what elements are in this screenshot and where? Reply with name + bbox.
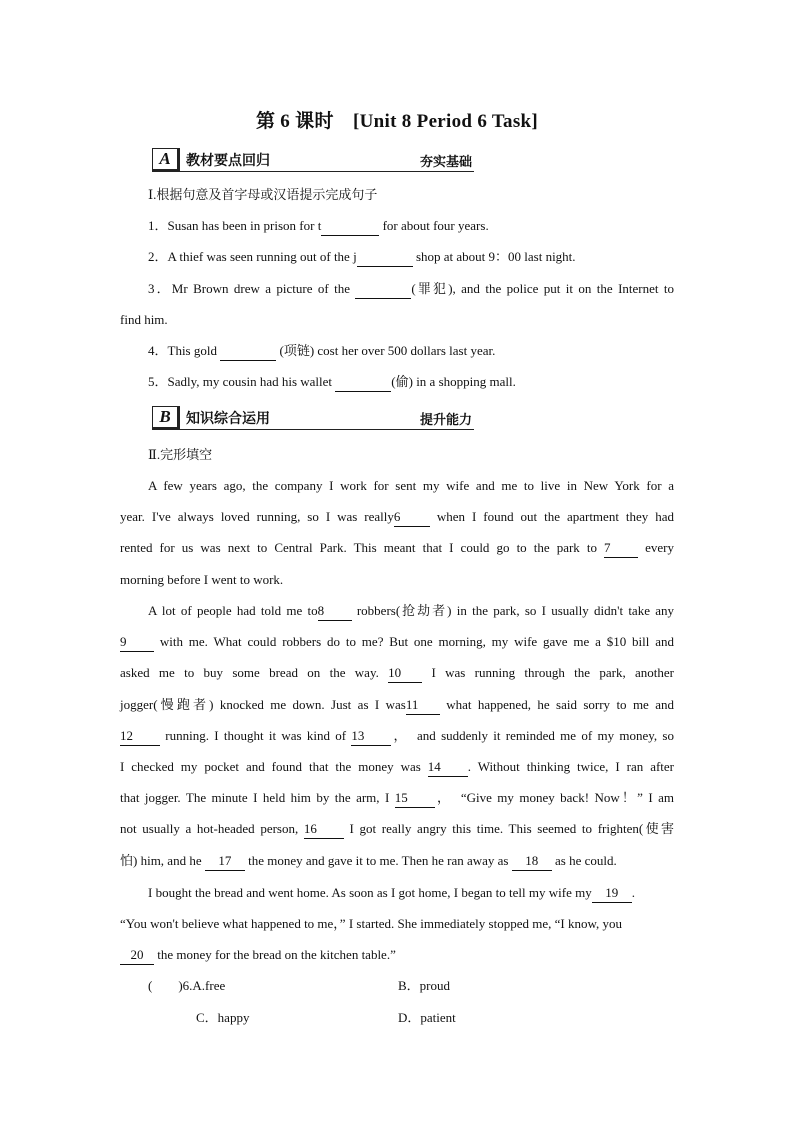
passage-line: jogger(慢跑者) knocked me down. Just as I was11 what happened, he said sorry to me and: [120, 696, 674, 715]
sentence-2: 2．A thief was seen running out of the j shop at about 9：00 last night.: [148, 248, 702, 267]
section-b-tag: 提升能力: [419, 413, 472, 428]
blank-9[interactable]: 9: [120, 633, 154, 652]
section-b-badge: B: [152, 406, 180, 429]
blank[interactable]: [321, 217, 379, 236]
blank-18[interactable]: 18: [512, 852, 552, 871]
question-6: [148, 977, 225, 995]
blank-8[interactable]: 8: [318, 602, 352, 621]
sentence-5: 5．Sadly, my cousin had his wallet (偷) in a shopping mall.: [148, 373, 702, 392]
blank-6[interactable]: 6: [394, 508, 430, 527]
section-a-tag: 夯实基础: [419, 155, 472, 170]
page-title: 第 6 课时 [Unit 8 Period 6 Task]: [255, 111, 539, 132]
blank-13[interactable]: 13: [351, 727, 391, 746]
passage-line: 20 the money for the bread on the kitchen table.”: [120, 946, 674, 965]
passage-line: I bought the bread and went home. As soon as I got home, I began to tell my wife my 19 .: [148, 884, 702, 903]
blank-10[interactable]: 10: [388, 664, 422, 683]
blank[interactable]: [220, 342, 276, 361]
blank-14[interactable]: 14: [428, 758, 468, 777]
blank[interactable]: [335, 373, 391, 392]
sentence-1: 1．Susan has been in prison for t for about four years.: [148, 217, 702, 236]
passage-line: that jogger. The minute I held him by the arm, I 15 ， “Give my money back! Now！” I am: [120, 789, 674, 808]
blank-15[interactable]: 15: [395, 789, 435, 808]
blank[interactable]: [357, 248, 413, 267]
passage-line: asked me to buy some bread on the way. 10 I was running through the park, another: [120, 664, 674, 683]
section-a-label: 教材要点回归: [186, 153, 270, 169]
answer-bracket[interactable]: ( ): [148, 978, 183, 993]
passage-line: rented for us was next to Central Park. This meant that I could go to the park to 7 every: [120, 539, 674, 558]
passage-line: I checked my pocket and found that the money was 14 . Without thinking twice, I ran after: [120, 758, 674, 777]
passage-line: 12 running. I thought it was kind of 13 ， and suddenly it reminded me of my money, so: [120, 727, 674, 746]
blank-17[interactable]: 17: [205, 852, 245, 871]
passage-line: “You won't believe what happened to me，” I started. She immediately stopped me, “I know, you: [120, 916, 623, 931]
blank-16[interactable]: 16: [304, 820, 344, 839]
blank-7[interactable]: 7: [604, 539, 638, 558]
question-6-option-a[interactable]: 6.A.free: [182, 978, 226, 993]
blank-12[interactable]: 12: [120, 727, 160, 746]
passage-line: 9 with me. What could robbers do to me? But one morning, my wife gave me a $10 bill and: [120, 633, 674, 652]
passage-line: year. I've always loved running, so I was really6 when I found out the apartment they had: [120, 508, 674, 527]
passage-line: A few years ago, the company I work for sent my wife and me to live in New York for a: [148, 478, 674, 493]
blank-19[interactable]: 19: [592, 884, 632, 903]
section-b-label: 知识综合运用: [186, 411, 270, 427]
passage-line: 怕) him, and he 17 the money and gave it to me. Then he ran away as 18 as he could.: [120, 852, 674, 871]
passage-line: morning before I went to work.: [120, 572, 284, 587]
part1-heading: Ⅰ.根据句意及首字母或汉语提示完成句子: [148, 187, 378, 202]
question-6-option-d[interactable]: D．patient: [398, 1010, 456, 1025]
blank[interactable]: [355, 280, 411, 299]
blank-20[interactable]: 20: [120, 946, 154, 965]
blank-11[interactable]: 11: [406, 696, 440, 715]
section-b-banner: [152, 405, 474, 430]
question-6-option-c[interactable]: C．happy: [196, 1010, 250, 1025]
sentence-3: 3．Mr Brown drew a picture of the (罪犯), and the police put it on the Internet to: [148, 280, 674, 299]
sentence-3-continued: find him.: [120, 312, 168, 327]
passage-line: not usually a hot-headed person, 16 I got really angry this time. This seemed to frighten(使害: [120, 820, 674, 839]
question-6-option-b[interactable]: B．proud: [398, 978, 451, 993]
passage-line: A lot of people had told me to8 robbers(抢劫者) in the park, so I usually didn't take any: [148, 602, 674, 621]
section-a-badge: A: [152, 148, 180, 171]
sentence-4: 4．This gold (项链) cost her over 500 dollars last year.: [148, 342, 702, 361]
part2-heading: Ⅱ.完形填空: [148, 447, 213, 462]
section-a-banner: [152, 147, 474, 172]
